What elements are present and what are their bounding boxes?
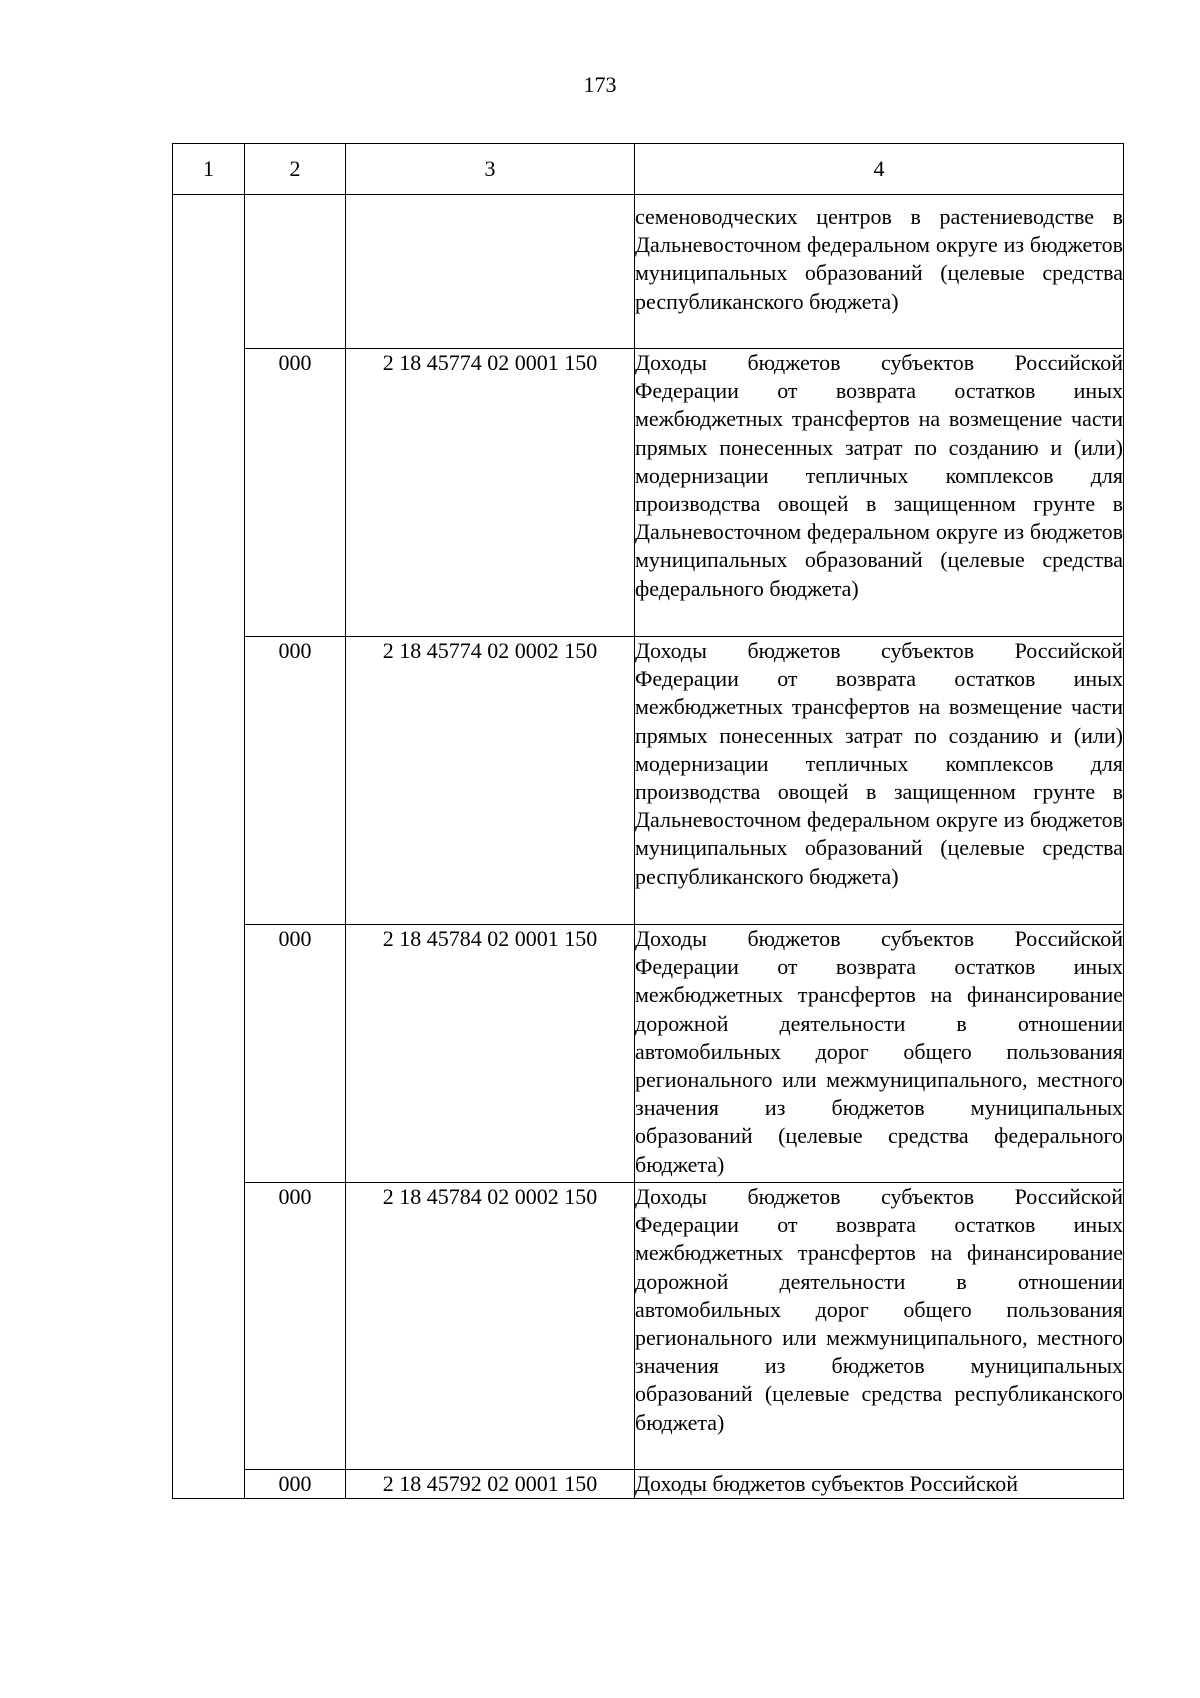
header-col-3: 3 — [346, 144, 635, 195]
table-row — [173, 637, 1124, 925]
page-number: 173 — [583, 72, 617, 97]
agency-code-cell — [245, 195, 346, 349]
revenue-code-cell — [346, 195, 635, 349]
header-col-1: 1 — [173, 144, 245, 195]
header-col-4: 4 — [635, 144, 1124, 195]
table-row — [173, 1183, 1124, 1470]
description-cell: Доходы бюджетов субъектов Российской Федерации от возврата остатков иных межбюджетных трансфертов на возмещение части прямых понесенных затрат по созданию и (или) модернизации тепличных комплексов для производства овощей в защищенном грунте в Дальневосточном федеральном округе из бюджетов муниципальных образований (целевые средства республиканского бюджета) — [635, 637, 1124, 925]
section-cell — [173, 195, 245, 1499]
revenue-code-cell: 2 18 45774 02 0001 150 — [346, 349, 635, 637]
table-row — [173, 1470, 1124, 1499]
description-cell: семеноводческих центров в растениеводстве в Дальневосточном федеральном округе из бюджетов муниципальных образований (целевые средства республиканского бюджета) — [635, 195, 1124, 349]
revenue-code-cell: 2 18 45784 02 0001 150 — [346, 925, 635, 1183]
agency-code-cell: 000 — [245, 349, 346, 637]
agency-code-cell: 000 — [245, 925, 346, 1183]
agency-code-cell: 000 — [245, 1470, 346, 1499]
table-row — [173, 925, 1124, 1183]
revenue-code-cell: 2 18 45784 02 0002 150 — [346, 1183, 635, 1470]
budget-codes-table — [172, 143, 1124, 1499]
revenue-code-cell: 2 18 45792 02 0001 150 — [346, 1470, 635, 1499]
table-row — [173, 195, 1124, 349]
description-cell: Доходы бюджетов субъектов Российской Федерации от возврата остатков иных межбюджетных трансфертов на возмещение части прямых понесенных затрат по созданию и (или) модернизации тепличных комплексов для производства овощей в защищенном грунте в Дальневосточном федеральном округе из бюджетов муниципальных образований (целевые средства федерального бюджета) — [635, 349, 1124, 637]
description-cell: Доходы бюджетов субъектов Российской Федерации от возврата остатков иных межбюджетных трансфертов на финансирование дорожной деятельности в отношении автомобильных дорог общего пользования регионального или межмуниципального, местного значения из бюджетов муниципальных образований (целевые средства республиканского бюджета) — [635, 1183, 1124, 1470]
table-row — [173, 349, 1124, 637]
description-cell: Доходы бюджетов субъектов Российской — [635, 1470, 1124, 1499]
revenue-code-cell: 2 18 45774 02 0002 150 — [346, 637, 635, 925]
header-col-2: 2 — [245, 144, 346, 195]
agency-code-cell: 000 — [245, 1183, 346, 1470]
agency-code-cell: 000 — [245, 637, 346, 925]
description-cell: Доходы бюджетов субъектов Российской Федерации от возврата остатков иных межбюджетных трансфертов на финансирование дорожной деятельности в отношении автомобильных дорог общего пользования регионального или межмуниципального, местного значения из бюджетов муниципальных образований (целевые средства федерального бюджета) — [635, 925, 1124, 1183]
table-header-row — [173, 144, 1124, 195]
